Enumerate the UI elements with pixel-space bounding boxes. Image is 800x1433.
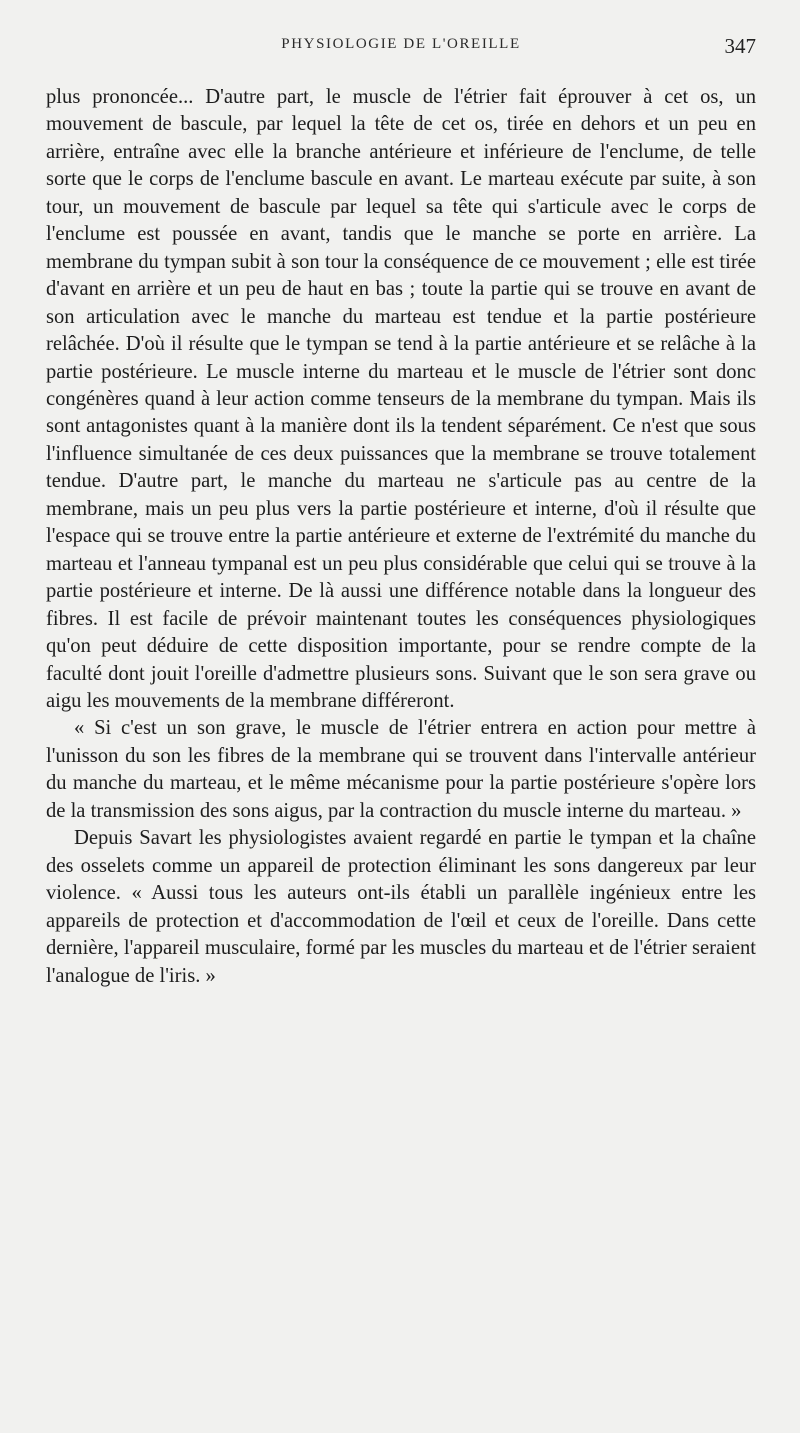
paragraph-2: « Si c'est un son grave, le muscle de l'étrier entrera en action pour mettre à l'unisson du son les fibres de la membrane qui se trouvent dans l'intervalle antérieur du manche du marteau, et le même mécanisme pour la partie postérieure s'opère lors de la transmission des sons aigus, par la contraction du muscle interne du marteau. » [46, 717, 756, 822]
running-title: PHYSIOLOGIE DE L'OREILLE [281, 36, 521, 52]
paragraph-1: plus prononcée... D'autre part, le muscle de l'étrier fait éprouver à cet os, un mouvement de bascule, par lequel la tête de cet os, tirée en dehors et un peu en arrière, entraîne avec elle la branche antérieure et inférieure de l'enclume, de telle sorte que le corps de l'enclume bascule en avant. Le marteau exécute par suite, à son tour, un mouvement de bascule par lequel sa tête qui s'articule avec le corps de l'enclume est poussée en avant, tandis que le manche se porte en arrière. La membrane du tympan subit à son tour la conséquence de ce mouvement ; elle est tirée d'avant en arrière et un peu de haut en bas ; toute la partie qui se trouve en avant de son articulation avec le manche du marteau est tendue et la partie postérieure relâchée. D'où il résulte que le tympan se tend à la partie antérieure et se relâche à la partie postérieure. Le muscle interne du marteau et le muscle de l'étrier sont donc congénères quand à leur action comme tenseurs de la membrane du tympan. Mais ils sont antagonistes quant à la manière dont ils la tendent séparément. Ce n'est que sous l'influence simultanée de ces deux puissances que la membrane se trouve totalement tendue. D'autre part, le manche du marteau ne s'articule pas au centre de la membrane, mais un peu plus vers la partie postérieure et interne, d'où il résulte que l'espace qui se trouve entre la partie antérieure et externe de l'extrémité du manche du marteau et l'anneau tympanal est un peu plus considérable que celui qui se trouve à la partie postérieure et interne. De là aussi une différence notable dans la longueur des fibres. Il est facile de prévoir maintenant toutes les conséquences physiologiques qu'on peut déduire de cette disposition importante, pour se rendre compte de la faculté dont jouit l'oreille d'admettre plusieurs sons. Suivant que le son sera grave ou aigu les mouvements de la membrane différeront. [46, 86, 756, 712]
page-number: 347 [724, 34, 756, 58]
page-header [46, 34, 756, 64]
paragraph-3: Depuis Savart les physiologistes avaient regardé en partie le tympan et la chaîne des osselets comme un appareil de protection éliminant les sons dangereux par leur violence. « Aussi tous les auteurs ont-ils établi un parallèle ingénieux entre les appareils de protection et d'accommodation de l'œil et ceux de l'oreille. Dans cette dernière, l'appareil musculaire, formé par les muscles du marteau et de l'étrier seraient l'analogue de l'iris. » [46, 827, 756, 987]
body-text [46, 84, 756, 990]
